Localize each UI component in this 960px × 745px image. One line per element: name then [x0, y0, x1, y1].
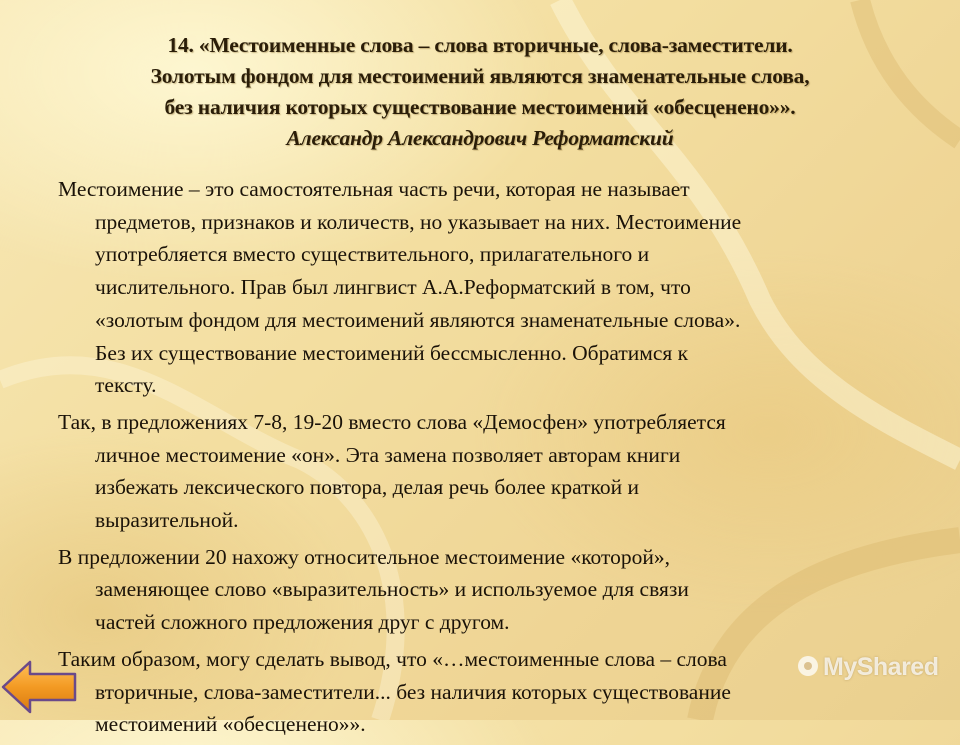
- quote-author: Александр Александрович Реформатский: [286, 126, 674, 150]
- paragraph-line: избежать лексического повтора, делая речь более краткой и: [95, 475, 639, 500]
- back-button[interactable]: [0, 659, 78, 715]
- paragraph-line: выразительной.: [95, 508, 239, 533]
- watermark: [796, 653, 938, 682]
- paragraph-line: вторичные, слова-заместители... без наличия которых существование: [95, 679, 731, 704]
- paragraph-line: числительного. Прав был лингвист А.А.Реформатский в том, что: [95, 275, 691, 300]
- paragraph-line: «золотым фондом для местоимений являются знаменательные слова».: [95, 307, 741, 332]
- paragraph: [58, 541, 938, 639]
- paragraph-line: Без их существование местоимений бессмысленно. Обратимся к: [95, 340, 689, 365]
- paragraph-line: частей сложного предложения друг с другом.: [95, 610, 510, 635]
- paragraph-line: местоимений «обесценено»».: [95, 712, 366, 737]
- paragraph: [58, 406, 938, 537]
- paragraph-line: Местоимение – это самостоятельная часть речи, которая не называет: [58, 177, 690, 201]
- paragraph-line: личное местоимение «он». Эта замена позволяет авторам книги: [95, 442, 681, 467]
- paragraph: [58, 173, 938, 402]
- paragraph-line: Так, в предложениях 7-8, 19-20 вместо слова «Демосфен» употребляется: [58, 409, 726, 434]
- paragraph-line: тексту.: [95, 373, 157, 398]
- watermark-text: MyShared: [823, 653, 939, 681]
- title-line: без наличия которых существование местоимений «обесценено»».: [164, 95, 796, 119]
- title-line: Золотым фондом для местоимений являются знаменательные слова,: [150, 64, 810, 88]
- left-arrow-icon: [0, 659, 78, 715]
- paragraph-line: заменяющее слово «выразительность» и используемое для связи: [95, 577, 689, 602]
- paragraph-line: Таким образом, могу сделать вывод, что «…местоименные слова – слова: [58, 646, 727, 671]
- title-line: 14. «Местоименные слова – слова вторичные, слова-заместители.: [167, 33, 793, 57]
- paragraph-line: В предложении 20 нахожу относительное местоимение «которой»,: [58, 544, 671, 569]
- myshared-logo-icon: [796, 654, 820, 678]
- paragraph-line: употребляется вместо существительного, прилагательного и: [95, 242, 650, 267]
- paragraph-line: предметов, признаков и количеств, но указывает на них. Местоимение: [95, 209, 742, 234]
- slide-title: [40, 30, 920, 154]
